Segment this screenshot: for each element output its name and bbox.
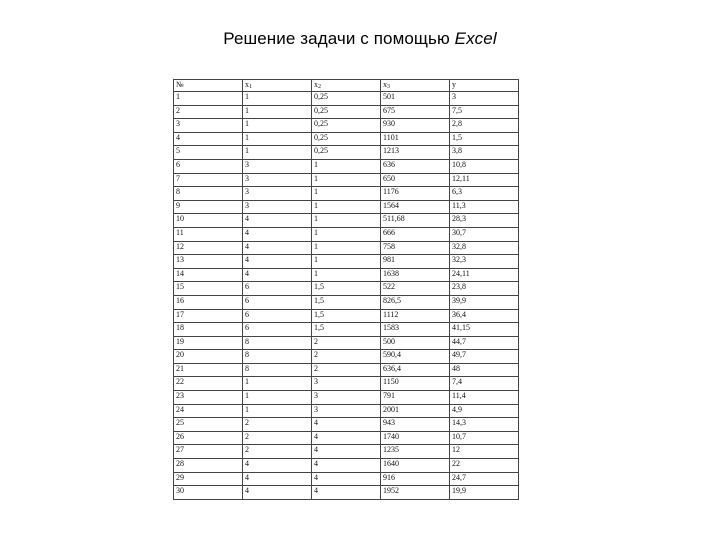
table-row (174, 363, 519, 377)
table-row (174, 350, 519, 364)
cell-x2: 2 (312, 336, 381, 350)
table-row (174, 146, 519, 160)
cell-x2: 3 (312, 404, 381, 418)
cell-number: 12 (174, 241, 243, 255)
cell-number: 24 (174, 404, 243, 418)
cell-x3: 2001 (381, 404, 450, 418)
cell-number: 22 (174, 377, 243, 391)
cell-number: 21 (174, 363, 243, 377)
cell-x3: 1564 (381, 200, 450, 214)
cell-x2: 1 (312, 255, 381, 269)
cell-y: 44,7 (450, 336, 519, 350)
cell-x1: 3 (243, 200, 312, 214)
cell-number: 10 (174, 214, 243, 228)
cell-x3: 666 (381, 227, 450, 241)
data-table (173, 79, 519, 500)
cell-y: 11,3 (450, 200, 519, 214)
table-row (174, 459, 519, 473)
table-row (174, 214, 519, 228)
cell-x3: 758 (381, 241, 450, 255)
cell-x3: 1101 (381, 132, 450, 146)
table-row (174, 132, 519, 146)
cell-number: 27 (174, 445, 243, 459)
cell-x3: 511,68 (381, 214, 450, 228)
cell-x1: 2 (243, 445, 312, 459)
table-row (174, 323, 519, 337)
table-row (174, 309, 519, 323)
cell-x1: 4 (243, 214, 312, 228)
cell-number: 9 (174, 200, 243, 214)
title-italic-word: Excel (454, 29, 497, 48)
cell-y: 24,7 (450, 472, 519, 486)
cell-x1: 1 (243, 391, 312, 405)
cell-x3: 590,4 (381, 350, 450, 364)
cell-y: 49,7 (450, 350, 519, 364)
cell-x1: 2 (243, 418, 312, 432)
cell-x3: 636 (381, 159, 450, 173)
cell-x3: 916 (381, 472, 450, 486)
cell-x2: 4 (312, 486, 381, 500)
cell-number: 2 (174, 105, 243, 119)
table-row (174, 119, 519, 133)
cell-y: 7,5 (450, 105, 519, 119)
cell-number: 28 (174, 459, 243, 473)
cell-x3: 1583 (381, 323, 450, 337)
table-row (174, 404, 519, 418)
page-title (0, 28, 720, 50)
cell-x2: 4 (312, 418, 381, 432)
cell-y: 1,5 (450, 132, 519, 146)
cell-number: 18 (174, 323, 243, 337)
cell-x1: 1 (243, 119, 312, 133)
cell-x3: 791 (381, 391, 450, 405)
cell-x3: 826,5 (381, 295, 450, 309)
cell-x3: 1638 (381, 268, 450, 282)
cell-x3: 500 (381, 336, 450, 350)
table-row (174, 486, 519, 500)
table-row (174, 173, 519, 187)
cell-x2: 4 (312, 472, 381, 486)
cell-x2: 1 (312, 159, 381, 173)
cell-x1: 3 (243, 187, 312, 201)
cell-x3: 1235 (381, 445, 450, 459)
cell-y: 12,11 (450, 173, 519, 187)
cell-x1: 4 (243, 268, 312, 282)
cell-x1: 2 (243, 431, 312, 445)
cell-number: 13 (174, 255, 243, 269)
cell-y: 36,4 (450, 309, 519, 323)
cell-x2: 1 (312, 187, 381, 201)
cell-number: 25 (174, 418, 243, 432)
table-row (174, 227, 519, 241)
cell-number: 17 (174, 309, 243, 323)
cell-number: 3 (174, 119, 243, 133)
cell-x2: 4 (312, 445, 381, 459)
cell-x1: 1 (243, 377, 312, 391)
table-row (174, 445, 519, 459)
cell-x3: 1213 (381, 146, 450, 160)
cell-y: 3 (450, 92, 519, 106)
header-x2: $x_2$ (312, 80, 381, 92)
cell-x2: 1 (312, 241, 381, 255)
cell-y: 4,9 (450, 404, 519, 418)
cell-x1: 4 (243, 472, 312, 486)
table-row (174, 105, 519, 119)
cell-x1: 4 (243, 459, 312, 473)
cell-number: 6 (174, 159, 243, 173)
cell-y: 10,7 (450, 431, 519, 445)
cell-number: 29 (174, 472, 243, 486)
cell-x1: 1 (243, 146, 312, 160)
cell-x3: 675 (381, 105, 450, 119)
cell-y: 7,4 (450, 377, 519, 391)
cell-x2: 0,25 (312, 92, 381, 106)
table-row (174, 92, 519, 106)
cell-x3: 930 (381, 119, 450, 133)
table-row (174, 187, 519, 201)
cell-x2: 3 (312, 391, 381, 405)
header-number: № (174, 80, 243, 92)
cell-y: 39,9 (450, 295, 519, 309)
cell-x2: 1 (312, 227, 381, 241)
table-header-row (174, 80, 519, 92)
cell-x1: 8 (243, 350, 312, 364)
cell-y: 24,11 (450, 268, 519, 282)
cell-number: 23 (174, 391, 243, 405)
cell-number: 16 (174, 295, 243, 309)
cell-y: 12 (450, 445, 519, 459)
cell-x2: 1 (312, 200, 381, 214)
cell-y: 32,3 (450, 255, 519, 269)
cell-x2: 4 (312, 459, 381, 473)
cell-number: 11 (174, 227, 243, 241)
cell-x2: 1,5 (312, 323, 381, 337)
table-row (174, 255, 519, 269)
cell-x1: 4 (243, 227, 312, 241)
cell-x2: 1,5 (312, 309, 381, 323)
cell-x2: 2 (312, 350, 381, 364)
cell-x2: 1 (312, 214, 381, 228)
cell-number: 1 (174, 92, 243, 106)
cell-x2: 2 (312, 363, 381, 377)
cell-x3: 636,4 (381, 363, 450, 377)
cell-x1: 1 (243, 105, 312, 119)
cell-number: 26 (174, 431, 243, 445)
table-row (174, 282, 519, 296)
cell-y: 2,8 (450, 119, 519, 133)
cell-x1: 6 (243, 309, 312, 323)
table-row (174, 431, 519, 445)
cell-x3: 501 (381, 92, 450, 106)
cell-x3: 1640 (381, 459, 450, 473)
table-row (174, 295, 519, 309)
cell-x3: 943 (381, 418, 450, 432)
cell-x3: 522 (381, 282, 450, 296)
header-y: y (450, 80, 519, 92)
cell-number: 15 (174, 282, 243, 296)
table-body (174, 92, 519, 500)
cell-x3: 1112 (381, 309, 450, 323)
cell-x1: 4 (243, 486, 312, 500)
header-x1: $x_1$ (243, 80, 312, 92)
cell-x1: 4 (243, 255, 312, 269)
cell-x3: 981 (381, 255, 450, 269)
cell-x1: 8 (243, 363, 312, 377)
cell-x3: 1150 (381, 377, 450, 391)
cell-x1: 3 (243, 173, 312, 187)
cell-y: 10,8 (450, 159, 519, 173)
table-row (174, 336, 519, 350)
cell-x1: 1 (243, 132, 312, 146)
cell-x1: 6 (243, 295, 312, 309)
cell-y: 30,7 (450, 227, 519, 241)
cell-number: 4 (174, 132, 243, 146)
cell-y: 19,9 (450, 486, 519, 500)
cell-x2: 1 (312, 268, 381, 282)
cell-y: 28,3 (450, 214, 519, 228)
cell-x2: 4 (312, 431, 381, 445)
cell-x1: 4 (243, 241, 312, 255)
table-row (174, 472, 519, 486)
cell-y: 48 (450, 363, 519, 377)
cell-x2: 0,25 (312, 146, 381, 160)
table-row (174, 268, 519, 282)
cell-x1: 6 (243, 282, 312, 296)
cell-x1: 1 (243, 92, 312, 106)
table-row (174, 377, 519, 391)
cell-x3: 1740 (381, 431, 450, 445)
table-row (174, 391, 519, 405)
cell-y: 3,8 (450, 146, 519, 160)
cell-x1: 3 (243, 159, 312, 173)
table-row (174, 241, 519, 255)
cell-x1: 6 (243, 323, 312, 337)
cell-x1: 1 (243, 404, 312, 418)
cell-x3: 1176 (381, 187, 450, 201)
cell-x1: 8 (243, 336, 312, 350)
cell-x2: 1,5 (312, 295, 381, 309)
cell-x2: 3 (312, 377, 381, 391)
cell-y: 32,8 (450, 241, 519, 255)
cell-x3: 650 (381, 173, 450, 187)
cell-number: 14 (174, 268, 243, 282)
cell-x2: 0,25 (312, 119, 381, 133)
cell-number: 20 (174, 350, 243, 364)
title-text: Решение задачи с помощью (223, 29, 455, 48)
table-row (174, 159, 519, 173)
cell-x2: 1,5 (312, 282, 381, 296)
cell-x2: 1 (312, 173, 381, 187)
cell-number: 7 (174, 173, 243, 187)
cell-number: 8 (174, 187, 243, 201)
table-row (174, 200, 519, 214)
header-x3: $x_3$ (381, 80, 450, 92)
cell-number: 30 (174, 486, 243, 500)
cell-number: 19 (174, 336, 243, 350)
cell-y: 6,3 (450, 187, 519, 201)
cell-x3: 1952 (381, 486, 450, 500)
table-row (174, 418, 519, 432)
cell-y: 11,4 (450, 391, 519, 405)
cell-y: 41,15 (450, 323, 519, 337)
cell-x2: 0,25 (312, 105, 381, 119)
cell-y: 14,3 (450, 418, 519, 432)
cell-y: 22 (450, 459, 519, 473)
cell-x2: 0,25 (312, 132, 381, 146)
cell-number: 5 (174, 146, 243, 160)
cell-y: 23,8 (450, 282, 519, 296)
